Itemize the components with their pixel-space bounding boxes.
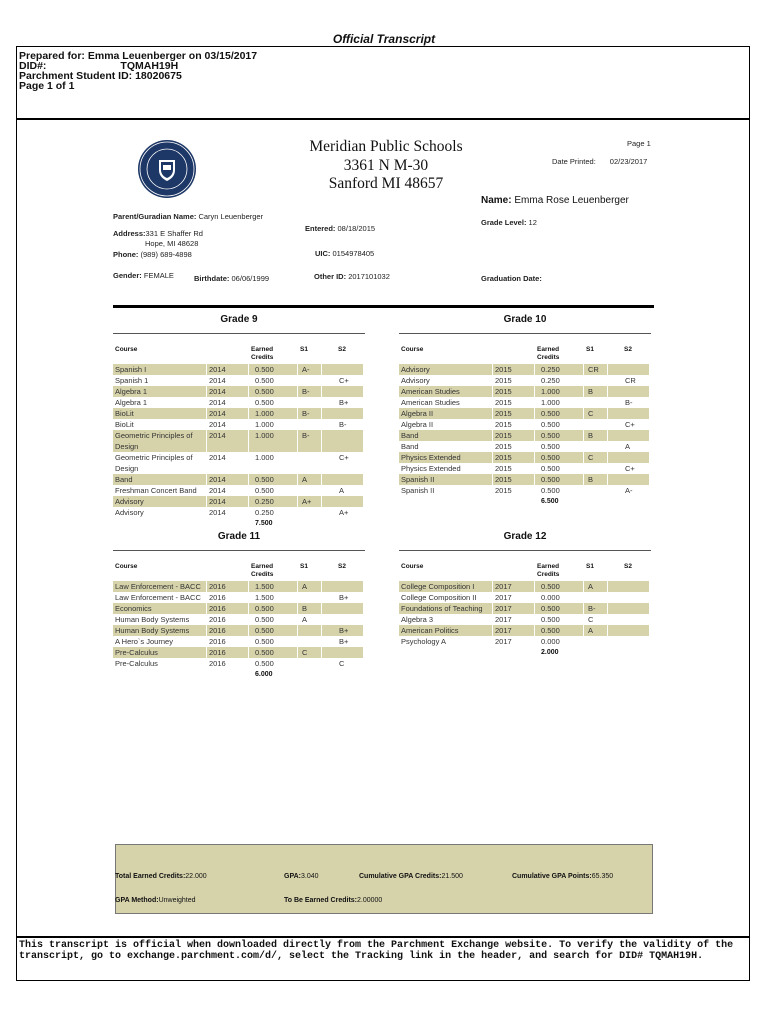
cell-s1 [298, 658, 322, 669]
cell-credits: 0.500 [541, 464, 560, 473]
cell-s2 [322, 603, 364, 614]
cell-year: 2017 [495, 637, 512, 646]
cell-s2: B- [625, 398, 633, 407]
table-row [399, 485, 650, 496]
column-header-earned-credits: Earned Credits [537, 346, 560, 361]
cell-credits: 0.500 [249, 625, 298, 636]
cell-course: BioLit [115, 420, 134, 429]
summary-box [115, 844, 653, 914]
cell-year: 2016 [207, 647, 249, 658]
table-row [113, 603, 364, 614]
school-info [306, 138, 466, 194]
table-row [399, 636, 650, 647]
cell-course: Spanish II [399, 474, 493, 485]
to-be-earned-credits: To Be Earned Credits:2.00000 [284, 897, 383, 904]
uic: UIC: 0154978405 [315, 249, 375, 258]
grade-title: Grade 10 [503, 314, 547, 325]
cell-credits: 0.500 [535, 430, 584, 441]
column-header-earned-credits: Earned Credits [251, 346, 274, 361]
table-row [399, 430, 650, 441]
cell-year: 2016 [209, 659, 226, 668]
cell-s2 [608, 614, 650, 625]
cell-s2 [322, 474, 364, 485]
document-title: Official Transcript [332, 32, 436, 46]
cell-s2 [608, 636, 650, 647]
cell-year: 2014 [207, 408, 249, 419]
cell-s2: C+ [339, 453, 349, 462]
grade-title: Grade 11 [217, 531, 261, 542]
cell-course: Pre-Calculus [115, 659, 158, 668]
cell-credits: 0.500 [535, 452, 584, 463]
cell-course: Band [401, 442, 419, 451]
cell-course: Advisory [401, 376, 430, 385]
credits-total: 6.000 [255, 671, 273, 678]
cell-year: 2014 [209, 486, 226, 495]
table-row [113, 375, 364, 386]
cell-course: Advisory [115, 508, 144, 517]
table-row [113, 408, 364, 419]
table-row [399, 592, 650, 603]
grade-title-underline [399, 333, 651, 334]
column-header-course: Course [401, 563, 424, 570]
cell-s1: A [298, 474, 322, 485]
student-name: Name: Emma Rose Leuenberger [481, 195, 629, 206]
cell-course: Physics Extended [401, 464, 461, 473]
cell-s2 [322, 408, 364, 419]
school-address-line1: 3361 N M-30 [343, 156, 429, 174]
cell-year: 2015 [493, 386, 535, 397]
birthdate: Birthdate: 06/06/1999 [194, 274, 270, 283]
credits-total: 2.000 [541, 649, 559, 656]
cell-s1: A [302, 615, 308, 624]
cell-credits: 0.500 [249, 474, 298, 485]
cell-year: 2014 [207, 364, 249, 375]
cell-s1 [298, 625, 322, 636]
phone: Phone: (989) 689-4898 [113, 250, 192, 259]
cell-credits: 1.500 [255, 593, 274, 602]
cell-s1 [298, 507, 322, 518]
cell-course: Spanish 1 [115, 376, 149, 385]
cell-s1 [584, 419, 608, 430]
cell-s2 [608, 625, 650, 636]
gpa: GPA:3.040 [284, 873, 319, 880]
date-printed: Date Printed: 02/23/2017 [552, 157, 648, 166]
cell-s2 [608, 592, 650, 603]
table-row [399, 397, 650, 408]
cell-year: 2017 [495, 593, 512, 602]
cell-credits: 0.500 [249, 603, 298, 614]
page-label: Page 1 [627, 139, 651, 148]
school-seal-icon [137, 139, 197, 199]
column-header-s2: S2 [624, 563, 632, 570]
cell-course: Human Body Systems [113, 625, 207, 636]
cell-course: Geometric Principles of Design [113, 430, 207, 452]
cell-course: Law Enforcement - BACC [115, 593, 201, 602]
cell-course: American Studies [401, 398, 460, 407]
cell-course: College Composition II [401, 593, 477, 602]
cell-s2: B+ [339, 593, 349, 602]
cell-s1: B [584, 386, 608, 397]
cell-year: 2016 [209, 593, 226, 602]
cell-s2 [322, 647, 364, 658]
cell-credits: 0.500 [255, 659, 274, 668]
cell-credits: 0.500 [255, 637, 274, 646]
cell-course: Physics Extended [399, 452, 493, 463]
cell-year: 2014 [209, 376, 226, 385]
cell-year: 2015 [495, 376, 512, 385]
cell-s2: B+ [322, 625, 364, 636]
cell-s1 [584, 636, 608, 647]
cell-year: 2014 [207, 386, 249, 397]
cell-s2: C+ [625, 420, 635, 429]
cell-s1: C [584, 452, 608, 463]
cell-credits: 0.500 [249, 647, 298, 658]
cell-s1 [584, 463, 608, 474]
table-row [113, 614, 364, 625]
cell-s1 [584, 485, 608, 496]
cell-course: Band [399, 430, 493, 441]
cell-credits: 0.500 [541, 486, 560, 495]
cell-s2 [608, 581, 650, 592]
column-header-s2: S2 [338, 346, 346, 353]
grade-title: Grade 9 [220, 314, 258, 325]
grade-title-underline [113, 333, 365, 334]
cell-year: 2014 [207, 430, 249, 452]
credits-total: 6.500 [541, 498, 559, 505]
column-header-s1: S1 [300, 563, 308, 570]
cumulative-gpa-points: Cumulative GPA Points:65.350 [512, 873, 614, 880]
cell-course: American Studies [399, 386, 493, 397]
cell-course: College Composition I [399, 581, 493, 592]
cell-s1: B- [298, 430, 322, 452]
table-row [399, 452, 650, 463]
column-header-course: Course [401, 346, 424, 353]
cell-credits: 0.500 [535, 581, 584, 592]
cell-s2: B+ [339, 637, 349, 646]
table-row [113, 364, 364, 375]
cell-s1: CR [584, 364, 608, 375]
table-row [113, 581, 364, 592]
header-divider [16, 118, 750, 120]
student-address: Address:331 E Shaffer Rd Hope, MI 48628 [113, 229, 203, 248]
cell-s2 [322, 496, 364, 507]
cell-s1: C [584, 408, 608, 419]
cell-s2: A [625, 442, 631, 451]
cell-course: Advisory [113, 496, 207, 507]
cell-s2 [608, 386, 650, 397]
table-row [399, 581, 650, 592]
column-header-earned-credits: Earned Credits [537, 563, 560, 578]
table-row [399, 463, 650, 474]
cell-course: Spanish I [113, 364, 207, 375]
table-row [113, 485, 364, 496]
cell-credits: 0.500 [249, 386, 298, 397]
table-row [113, 386, 364, 397]
frame-left-line [16, 46, 17, 980]
cell-credits: 0.500 [255, 615, 274, 624]
cell-course: Algebra 1 [115, 398, 148, 407]
table-row [113, 647, 364, 658]
cell-s1: A+ [298, 496, 322, 507]
cell-year: 2017 [495, 615, 512, 624]
cell-year: 2014 [209, 398, 226, 407]
table-row [113, 496, 364, 507]
cell-course: Algebra 3 [401, 615, 434, 624]
cell-year: 2015 [493, 430, 535, 441]
cell-s1 [584, 397, 608, 408]
frame-top-line [16, 46, 750, 47]
cell-s1: A [584, 581, 608, 592]
cell-year: 2014 [209, 420, 226, 429]
table-row [399, 364, 650, 375]
cell-year: 2015 [495, 398, 512, 407]
cell-s1 [584, 592, 608, 603]
column-header-s1: S1 [586, 563, 594, 570]
cell-s1 [298, 397, 322, 408]
cell-credits: 1.500 [249, 581, 298, 592]
table-row [113, 636, 364, 647]
table-row [113, 592, 364, 603]
cell-year: 2017 [493, 603, 535, 614]
cell-s2 [608, 408, 650, 419]
guardian-name: Parent/Guradian Name: Caryn Leuenberger [113, 212, 264, 221]
cell-course: Algebra 1 [113, 386, 207, 397]
cell-credits: 0.500 [541, 442, 560, 451]
cell-credits: 1.000 [535, 386, 584, 397]
cell-s1 [584, 441, 608, 452]
cell-year: 2015 [493, 452, 535, 463]
cell-s2: A+ [339, 508, 349, 517]
cell-year: 2016 [209, 615, 226, 624]
grade-title-underline [113, 550, 365, 551]
grade-level: Grade Level: 12 [481, 218, 537, 227]
cell-s1 [298, 452, 322, 474]
cell-s2: A- [625, 486, 633, 495]
cell-s2: CR [625, 376, 636, 385]
column-header-course: Course [115, 346, 138, 353]
cell-year: 2015 [495, 420, 512, 429]
cell-course: Geometric Principles of Design [115, 453, 193, 473]
cumulative-gpa-credits: Cumulative GPA Credits:21.500 [359, 873, 463, 880]
cell-s2 [322, 614, 364, 625]
did-line: DID#: TQMAH19H [19, 60, 179, 72]
cell-credits: 0.500 [249, 364, 298, 375]
cell-year: 2017 [493, 625, 535, 636]
cell-s1: A [584, 625, 608, 636]
prepared-for: Prepared for: Emma Leuenberger on 03/15/2017 [19, 50, 258, 62]
cell-course: A Hero`s Journey [115, 637, 173, 646]
cell-credits: 0.250 [249, 496, 298, 507]
column-header-s1: S1 [300, 346, 308, 353]
cell-credits: 1.000 [249, 430, 298, 452]
cell-s1: B [584, 430, 608, 441]
cell-s1 [298, 485, 322, 496]
gender: Gender: FEMALE [113, 271, 174, 280]
cell-year: 2016 [207, 625, 249, 636]
table-row [399, 474, 650, 485]
cell-s1 [298, 592, 322, 603]
cell-year: 2016 [207, 581, 249, 592]
cell-s2 [608, 452, 650, 463]
cell-s2 [322, 581, 364, 592]
gpa-method: GPA Method:Unweighted [115, 897, 196, 904]
column-header-course: Course [115, 563, 138, 570]
cell-credits: 0.500 [541, 615, 560, 624]
cell-credits: 0.000 [541, 637, 560, 646]
cell-year: 2015 [493, 474, 535, 485]
table-row [399, 408, 650, 419]
table-row [399, 375, 650, 386]
cell-s2 [608, 430, 650, 441]
prepared-block [19, 51, 257, 91]
cell-s1: B [584, 474, 608, 485]
cell-credits: 0.250 [541, 376, 560, 385]
cell-s2 [322, 386, 364, 397]
cell-s2: B+ [339, 398, 349, 407]
cell-s1: C [298, 647, 322, 658]
cell-course: Spanish II [401, 486, 435, 495]
other-id: Other ID: 2017101032 [314, 272, 390, 281]
parchment-id: Parchment Student ID: 18020675 [19, 70, 182, 82]
cell-year: 2015 [493, 408, 535, 419]
cell-course: Advisory [399, 364, 493, 375]
verification-footer: This transcript is official when downloaded directly from the Parchment Exchange website. To verify the validity of the transcript, go to exchange.parchment.com/d/, select the Tracking link in the header, and search for DID# TQMAH19H. [19, 940, 734, 962]
cell-course: Human Body Systems [115, 615, 190, 624]
cell-s1 [298, 375, 322, 386]
cell-credits: 1.000 [255, 453, 274, 462]
cell-s1: B [298, 603, 322, 614]
table-row [399, 603, 650, 614]
cell-s2: C+ [625, 464, 635, 473]
cell-s2 [322, 430, 364, 452]
cell-course: Psychology A [401, 637, 447, 646]
cell-credits: 0.500 [535, 603, 584, 614]
cell-year: 2014 [209, 508, 226, 517]
table-row [399, 419, 650, 430]
cell-credits: 0.500 [255, 376, 274, 385]
cell-credits: 0.500 [255, 486, 274, 495]
table-row [399, 386, 650, 397]
cell-credits: 0.000 [541, 593, 560, 602]
table-row [113, 419, 364, 430]
table-row [399, 625, 650, 636]
cell-s2 [608, 603, 650, 614]
cell-s2 [608, 474, 650, 485]
cell-s1: B- [584, 603, 608, 614]
cell-course: American Politics [399, 625, 493, 636]
cell-year: 2015 [493, 364, 535, 375]
cell-s1: B- [298, 408, 322, 419]
column-header-s2: S2 [624, 346, 632, 353]
cell-year: 2014 [207, 474, 249, 485]
cell-s2: B- [339, 420, 347, 429]
school-address-line2: Sanford MI 48657 [328, 175, 444, 192]
frame-bottom-line [16, 980, 750, 981]
cell-s1: C [588, 615, 594, 624]
cell-credits: 0.500 [535, 625, 584, 636]
cell-credits: 0.500 [541, 420, 560, 429]
frame-right-line [749, 46, 750, 980]
grade-title: Grade 12 [503, 531, 547, 542]
cell-s1 [298, 419, 322, 430]
cell-year: 2016 [209, 637, 226, 646]
cell-credits: 0.500 [255, 398, 274, 407]
cell-course: Law Enforcement - BACC [113, 581, 207, 592]
table-row [113, 474, 364, 485]
cell-credits: 1.000 [541, 398, 560, 407]
cell-s1: A [298, 581, 322, 592]
cell-credits: 0.250 [255, 508, 274, 517]
grade-title-underline [399, 550, 651, 551]
cell-year: 2014 [209, 453, 226, 462]
cell-course: Freshman Concert Band [115, 486, 197, 495]
cell-year: 2014 [207, 496, 249, 507]
footer-divider [16, 936, 750, 938]
table-row [113, 658, 364, 669]
column-header-s1: S1 [586, 346, 594, 353]
total-earned-credits: Total Earned Credits:22.000 [115, 873, 207, 880]
cell-course: Economics [113, 603, 207, 614]
credits-total: 7.500 [255, 520, 273, 527]
cell-course: Pre-Calculus [113, 647, 207, 658]
cell-course: Algebra II [401, 420, 434, 429]
entered-date: Entered: 08/18/2015 [305, 224, 376, 233]
cell-credits: 1.000 [255, 420, 274, 429]
cell-s1: A- [298, 364, 322, 375]
cell-course: BioLit [113, 408, 207, 419]
cell-s2: C+ [339, 376, 349, 385]
page-count: Page 1 of 1 [19, 80, 75, 92]
cell-course: Foundations of Teaching [399, 603, 493, 614]
table-row [113, 430, 364, 452]
school-name: Meridian Public Schools [309, 138, 463, 155]
cell-year: 2015 [495, 486, 512, 495]
cell-course: Band [113, 474, 207, 485]
cell-course: Algebra II [399, 408, 493, 419]
cell-year: 2016 [207, 603, 249, 614]
cell-credits: 0.500 [535, 408, 584, 419]
cell-s2 [322, 364, 364, 375]
table-row [113, 507, 364, 518]
table-row [113, 452, 364, 474]
table-row [399, 614, 650, 625]
cell-s2: A [339, 486, 345, 495]
cell-s1 [298, 636, 322, 647]
table-row [113, 397, 364, 408]
table-row [399, 441, 650, 452]
cell-year: 2015 [495, 442, 512, 451]
student-divider [113, 305, 654, 308]
table-row [113, 625, 364, 636]
cell-credits: 0.500 [535, 474, 584, 485]
cell-credits: 1.000 [249, 408, 298, 419]
column-header-s2: S2 [338, 563, 346, 570]
cell-s2: C [339, 659, 345, 668]
cell-credits: 0.250 [535, 364, 584, 375]
graduation-date: Graduation Date: [481, 274, 542, 283]
cell-s1: B- [298, 386, 322, 397]
cell-year: 2015 [495, 464, 512, 473]
cell-s2 [608, 364, 650, 375]
column-header-earned-credits: Earned Credits [251, 563, 274, 578]
cell-year: 2017 [493, 581, 535, 592]
cell-s1 [584, 375, 608, 386]
